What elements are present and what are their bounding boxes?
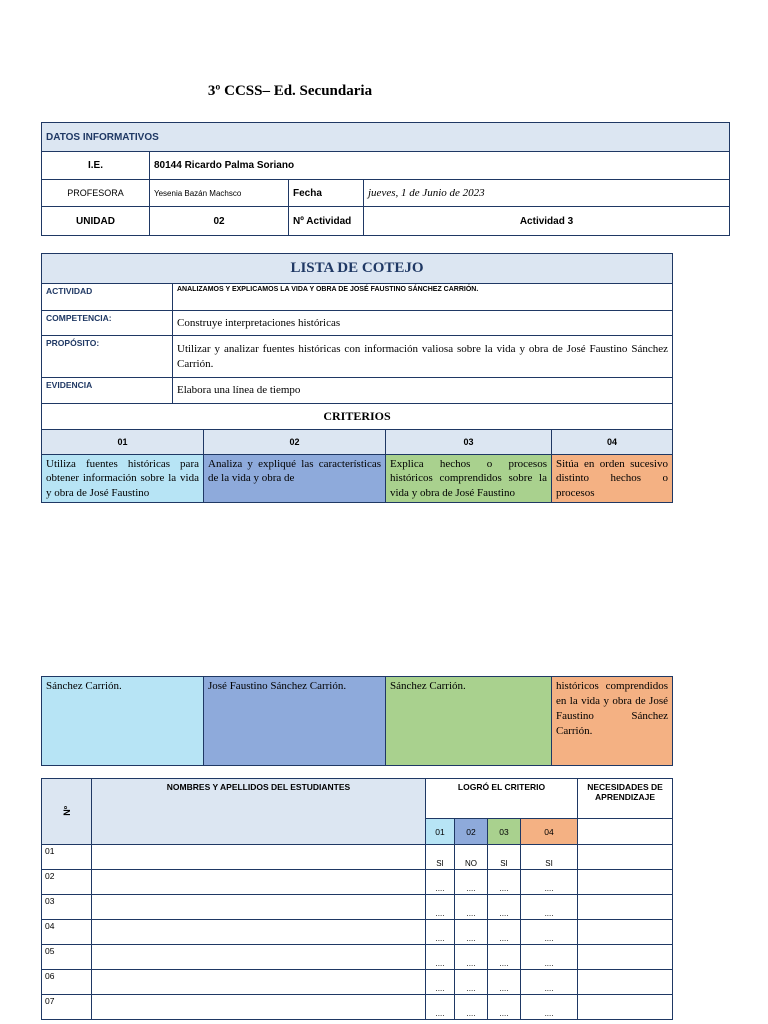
table-row (42, 845, 673, 870)
criterio-mark[interactable]: SI (521, 845, 578, 870)
actividad-num-value: Actividad 3 (364, 207, 730, 236)
table-row (42, 895, 673, 920)
criterio-mark[interactable]: .... (521, 895, 578, 920)
table-row (42, 920, 673, 945)
criterio-cont-text: José Faustino Sánchez Carrión. (204, 677, 386, 766)
criterio-mark[interactable]: .... (426, 870, 455, 895)
criterio-mark[interactable]: .... (488, 995, 521, 1020)
criterio-mark[interactable]: .... (455, 945, 488, 970)
criterio-num: 03 (386, 430, 552, 455)
actividad-num-label: Nº Actividad (289, 207, 364, 236)
proposito-value: Utilizar y analizar fuentes históricas con información valiosa sobre la vida y obra de José Faustino Sánchez Carrión. (173, 336, 673, 378)
student-name-cell[interactable] (92, 995, 426, 1020)
criterio-text: Explica hechos o procesos históricos comprendidos sobre la vida y obra de José Faustino (386, 455, 552, 503)
student-name-cell[interactable] (92, 945, 426, 970)
criterio-cont-text: históricos comprendidos en la vida y obra de José Faustino Sánchez Carrión. (552, 677, 673, 766)
student-number: 01 (42, 845, 92, 870)
student-name-cell[interactable] (92, 870, 426, 895)
criterio-mark[interactable]: .... (521, 995, 578, 1020)
student-number: 03 (42, 895, 92, 920)
necesidades-subheader (578, 819, 673, 845)
student-name-cell[interactable] (92, 845, 426, 870)
actividad-value: ANALIZAMOS Y EXPLICAMOS LA VIDA Y OBRA DE JOSÉ FAUSTINO SÁNCHEZ CARRIÓN. (173, 284, 673, 311)
evidencia-value: Elabora una línea de tiempo (173, 378, 673, 404)
necesidades-cell[interactable] (578, 945, 673, 970)
necesidades-cell[interactable] (578, 845, 673, 870)
competencia-label: COMPETENCIA: (42, 311, 173, 336)
criterio-mark[interactable]: .... (426, 995, 455, 1020)
criterio-num: 04 (552, 430, 673, 455)
student-number: 04 (42, 920, 92, 945)
criterio-mark[interactable]: .... (455, 895, 488, 920)
fecha-label: Fecha (289, 180, 364, 207)
criterio-mark[interactable]: .... (426, 920, 455, 945)
student-name-cell[interactable] (92, 970, 426, 995)
criterio-mark[interactable]: .... (488, 970, 521, 995)
criterio-mark[interactable]: .... (488, 895, 521, 920)
student-number: 02 (42, 870, 92, 895)
criterio-col-header: 04 (521, 819, 578, 845)
unidad-label: UNIDAD (42, 207, 150, 236)
necesidades-cell[interactable] (578, 995, 673, 1020)
criterio-mark[interactable]: .... (455, 970, 488, 995)
datos-header: DATOS INFORMATIVOS (42, 123, 730, 152)
criterio-mark[interactable]: SI (426, 845, 455, 870)
criterio-mark[interactable]: .... (488, 870, 521, 895)
ie-label: I.E. (42, 152, 150, 180)
criterios-continuation-table (41, 676, 673, 766)
table-row (42, 970, 673, 995)
actividad-label: ACTIVIDAD (42, 284, 173, 311)
criterio-col-header: 02 (455, 819, 488, 845)
necesidades-cell[interactable] (578, 870, 673, 895)
criterio-mark[interactable]: .... (521, 970, 578, 995)
student-number: 07 (42, 995, 92, 1020)
students-table (41, 778, 673, 1020)
num-header-cell (42, 779, 92, 845)
unidad-value: 02 (150, 207, 289, 236)
criterio-mark[interactable]: .... (455, 920, 488, 945)
criterio-mark[interactable]: .... (521, 870, 578, 895)
criterio-col-header: 01 (426, 819, 455, 845)
necesidades-header: NECESIDADES DE APRENDIZAJE (578, 779, 673, 819)
lista-cotejo-title: LISTA DE COTEJO (42, 254, 673, 284)
lista-cotejo-table (41, 253, 673, 503)
table-row (42, 995, 673, 1020)
criterio-mark[interactable]: .... (426, 895, 455, 920)
criterio-col-header: 03 (488, 819, 521, 845)
names-header: NOMBRES Y APELLIDOS DEL ESTUDIANTES (92, 779, 426, 845)
criterios-title: CRITERIOS (42, 404, 673, 430)
criterio-mark[interactable]: .... (455, 870, 488, 895)
evidencia-label: EVIDENCIA (42, 378, 173, 404)
criterio-cont-text: Sánchez Carrión. (42, 677, 204, 766)
criterio-text: Sitúa en orden sucesivo distinto hechos o procesos (552, 455, 673, 503)
criterio-mark[interactable]: .... (488, 945, 521, 970)
criterio-mark[interactable]: .... (488, 920, 521, 945)
fecha-value: jueves, 1 de Junio de 2023 (364, 180, 730, 207)
criterio-mark[interactable]: .... (521, 945, 578, 970)
criterio-num: 02 (204, 430, 386, 455)
necesidades-cell[interactable] (578, 895, 673, 920)
page-title: 3º CCSS– Ed. Secundaria (207, 83, 373, 99)
criterio-mark[interactable]: .... (455, 995, 488, 1020)
profesora-label: PROFESORA (42, 180, 150, 207)
profesora-value: Yesenia Bazán Machsco (150, 180, 289, 207)
logro-header: LOGRÓ EL CRITERIO (426, 779, 578, 819)
student-number: 06 (42, 970, 92, 995)
student-number: 05 (42, 945, 92, 970)
table-row (42, 870, 673, 895)
criterio-mark[interactable]: .... (426, 970, 455, 995)
criterio-mark[interactable]: NO (455, 845, 488, 870)
student-name-cell[interactable] (92, 920, 426, 945)
student-name-cell[interactable] (92, 895, 426, 920)
competencia-value: Construye interpretaciones históricas (173, 311, 673, 336)
ie-value: 80144 Ricardo Palma Soriano (150, 152, 730, 180)
criterio-text: Utiliza fuentes históricas para obtener información sobre la vida y obra de José Faustino (42, 455, 204, 503)
criterio-mark[interactable]: SI (488, 845, 521, 870)
proposito-label: PROPÓSITO: (42, 336, 173, 378)
datos-informativos-table (41, 122, 730, 236)
criterio-mark[interactable]: .... (521, 920, 578, 945)
criterio-mark[interactable]: .... (426, 945, 455, 970)
necesidades-cell[interactable] (578, 970, 673, 995)
criterio-cont-text: Sánchez Carrión. (386, 677, 552, 766)
criterio-num: 01 (42, 430, 204, 455)
necesidades-cell[interactable] (578, 920, 673, 945)
num-header: Nº (61, 805, 72, 816)
criterio-text: Analiza y expliqué las características de la vida y obra de (204, 455, 386, 503)
table-row (42, 945, 673, 970)
